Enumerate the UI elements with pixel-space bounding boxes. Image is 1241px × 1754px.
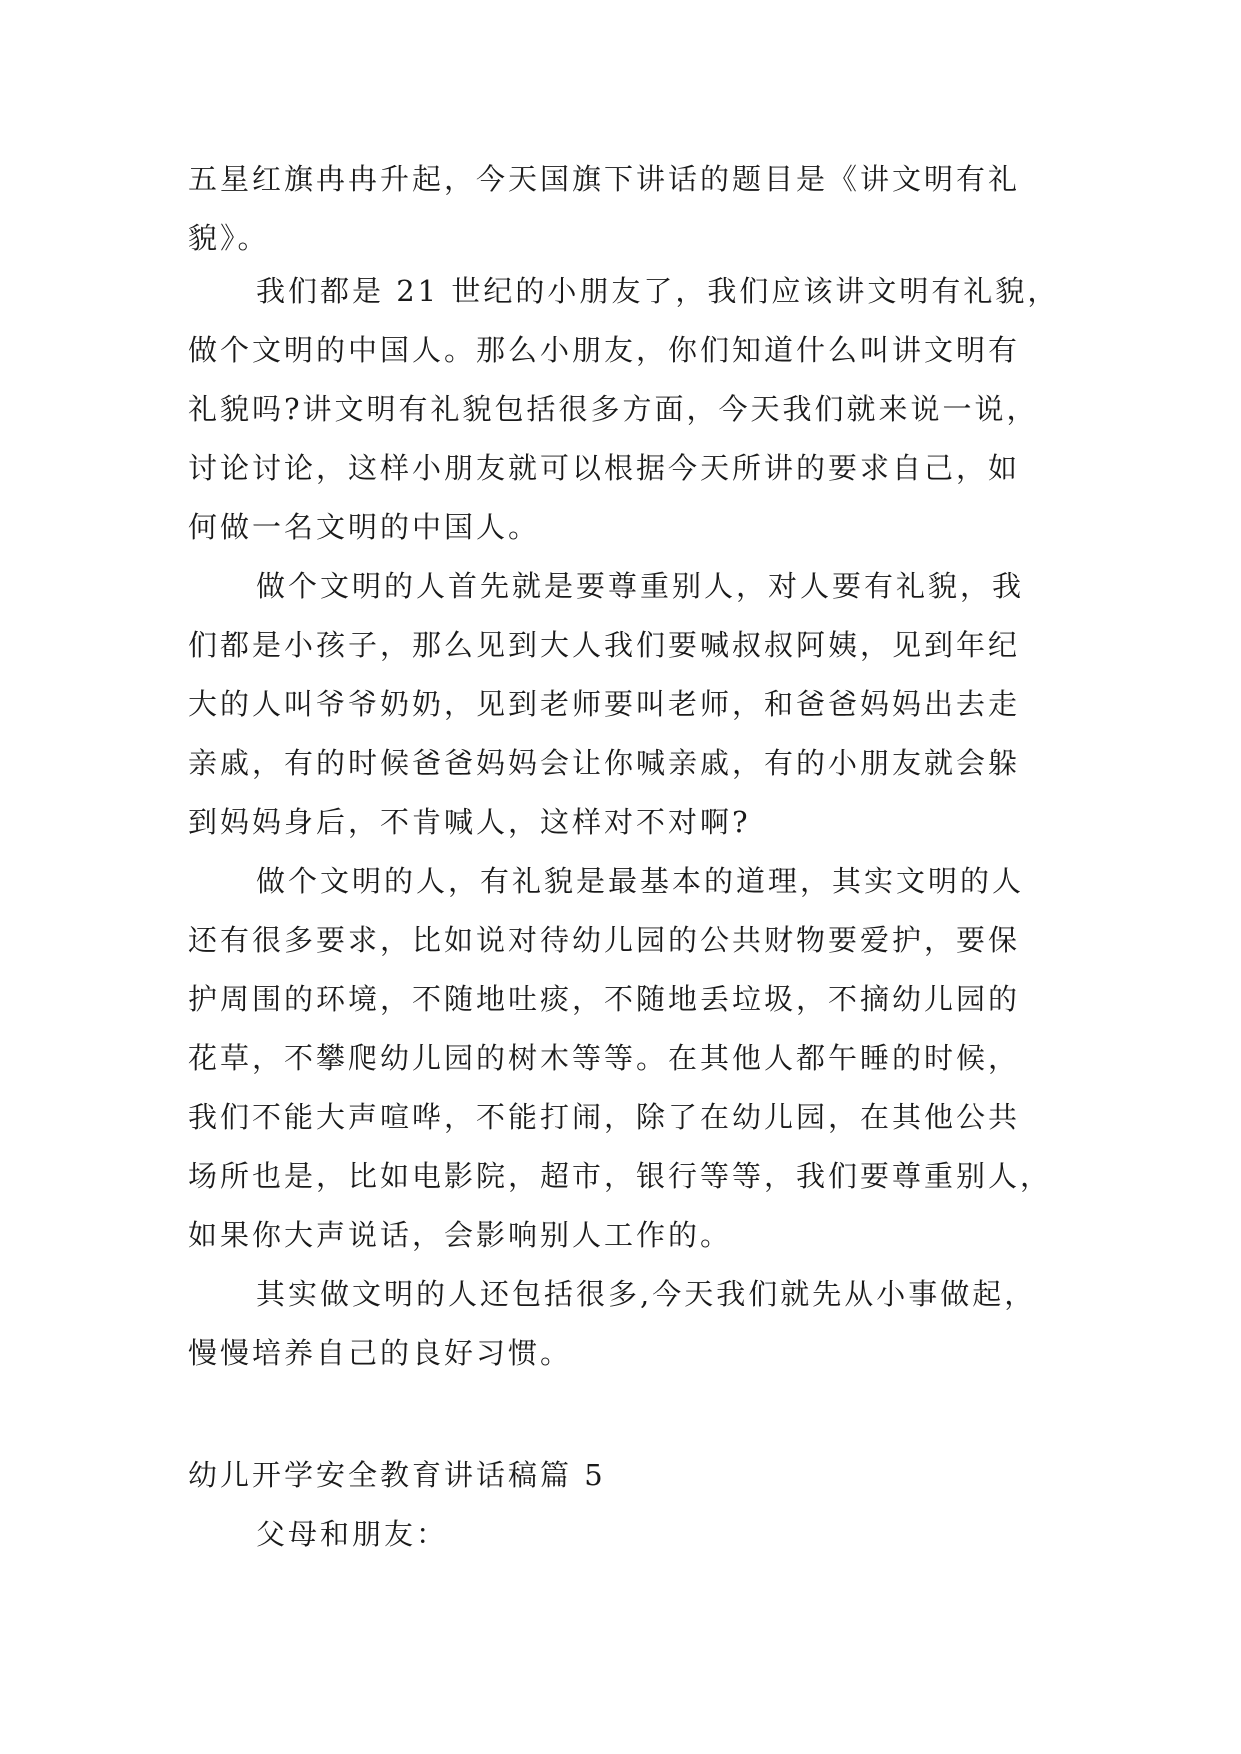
paragraph-line: 到妈妈身后，不肯喊人，这样对不对啊? <box>188 805 751 839</box>
paragraph-line: 大的人叫爷爷奶奶，见到老师要叫老师，和爸爸妈妈出去走 <box>188 687 1021 721</box>
paragraph-line: 如果你大声说话，会影响别人工作的。 <box>188 1218 733 1252</box>
paragraph-4 <box>188 852 1058 1324</box>
paragraph-line: 场所也是，比如电影院，超市，银行等等，我们要尊重别人， <box>188 1159 1053 1193</box>
paragraph-3 <box>188 557 1058 852</box>
paragraph-line: 讨论讨论，这样小朋友就可以根据今天所讲的要求自己，如 <box>188 451 1021 485</box>
paragraph-5 <box>188 1265 1058 1383</box>
paragraph-line: 做个文明的人首先就是要尊重别人，对人要有礼貌，我 <box>256 569 1025 603</box>
paragraph-line: 我们都是 21 世纪的小朋友了，我们应该讲文明有礼貌， <box>256 274 1060 308</box>
section-heading-text: 幼儿开学安全教育讲话稿篇 5 <box>188 1458 606 1492</box>
paragraph-line: 做个文明的人，有礼貌是最基本的道理，其实文明的人 <box>256 864 1025 898</box>
paragraph-2 <box>188 262 1058 557</box>
paragraph-line: 还有很多要求，比如说对待幼儿园的公共财物要爱护，要保 <box>188 923 1021 957</box>
paragraph-line: 慢慢培养自己的良好习惯。 <box>188 1336 573 1370</box>
paragraph-line: 礼貌吗?讲文明有礼貌包括很多方面，今天我们就来说一说， <box>188 392 1039 426</box>
salutation <box>188 1505 1058 1564</box>
paragraph-line: 亲戚，有的时候爸爸妈妈会让你喊亲戚，有的小朋友就会躲 <box>188 746 1021 780</box>
paragraph-line: 貌》。 <box>188 221 270 255</box>
paragraph-line: 护周围的环境，不随地吐痰，不随地丢垃圾，不摘幼儿园的 <box>188 982 1021 1016</box>
paragraph-line: 何做一名文明的中国人。 <box>188 510 541 544</box>
section-heading <box>188 1446 1058 1505</box>
paragraph-1 <box>188 150 1058 268</box>
paragraph-line: 们都是小孩子，那么见到大人我们要喊叔叔阿姨，见到年纪 <box>188 628 1021 662</box>
salutation-text: 父母和朋友： <box>256 1517 449 1551</box>
paragraph-line: 做个文明的中国人。那么小朋友，你们知道什么叫讲文明有 <box>188 333 1021 367</box>
paragraph-line: 花草，不攀爬幼儿园的树木等等。在其他人都午睡的时候， <box>188 1041 1021 1075</box>
paragraph-line: 五星红旗冉冉升起，今天国旗下讲话的题目是《讲文明有礼 <box>188 162 1021 196</box>
paragraph-line: 我们不能大声喧哗，不能打闹，除了在幼儿园，在其他公共 <box>188 1100 1021 1134</box>
paragraph-line: 其实做文明的人还包括很多,今天我们就先从小事做起， <box>256 1277 1037 1311</box>
